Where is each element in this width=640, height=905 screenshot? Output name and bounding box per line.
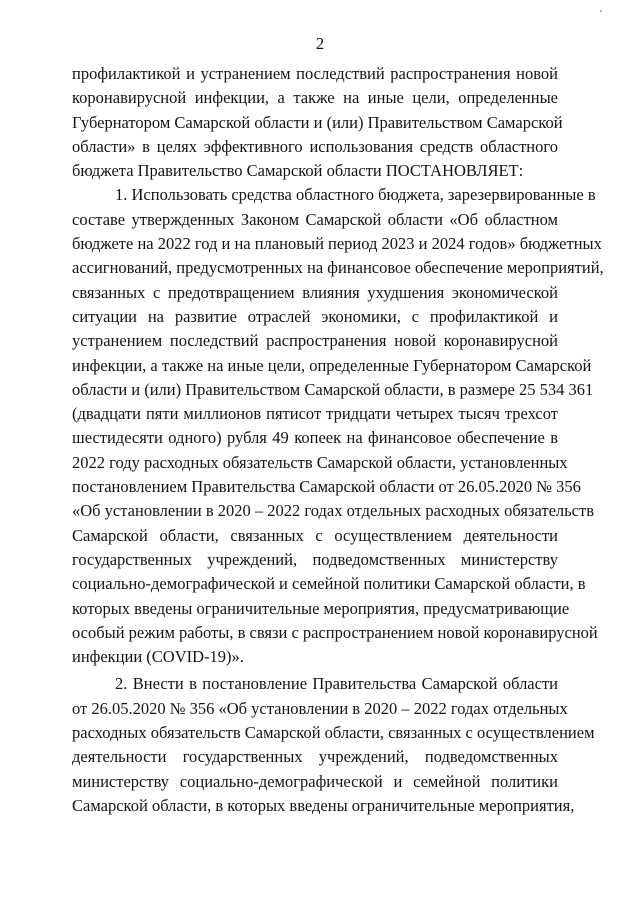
text-line: Губернатором Самарской области и (или) Правительством Самарской (72, 112, 563, 132)
text-line: ассигнований, предусмотренных на финансовое обеспечение мероприятий, (72, 258, 604, 278)
text-line: ситуации на развитие отраслей экономики, с профилактикой и (72, 306, 558, 326)
text-line: бюджете на 2022 год и на плановый период 2023 и 2024 годов» бюджетных (72, 234, 602, 254)
text-line: области» в целях эффективного использования средств областного (72, 136, 558, 156)
paragraph-item-1 (72, 183, 604, 669)
text-line: 1. Использовать средства областного бюджета, зарезервированные в (115, 185, 596, 205)
text-line: деятельности государственных учреждений, подведомственных (72, 747, 558, 767)
text-line: Самарской области, связанных с осуществлением деятельности (72, 525, 558, 545)
text-line: шестидесяти одного) рубля 49 копеек на финансовое обеспечение в (72, 428, 558, 448)
text-line: бюджета Правительство Самарской области ПОСТАНОВЛЯЕТ: (72, 161, 524, 181)
text-line: профилактикой и устранением последствий распространения новой (72, 64, 558, 83)
text-line: инфекции (COVID-19)». (72, 647, 244, 667)
paragraph-preamble (72, 62, 563, 183)
text-line: министерству социально-демографической и семейной политики (72, 771, 558, 791)
text-line: области и (или) Правительством Самарской области, в размере 25 534 361 (72, 379, 594, 399)
text-line: расходных обязательств Самарской области, связанных с осуществлением (72, 723, 595, 743)
text-line: государственных учреждений, подведомственных министерству (72, 549, 558, 569)
page-number: 2 (315, 34, 325, 53)
document-body (72, 62, 604, 818)
text-line: составе утвержденных Законом Самарской области «Об областном (72, 209, 558, 229)
text-line: инфекции, а также на иные цели, определенные Губернатором Самарской (72, 355, 592, 375)
text-line: связанных с предотвращением влияния ухудшения экономической (72, 282, 558, 302)
text-line: 2. Внести в постановление Правительства Самарской области (115, 674, 558, 694)
text-line: (двадцати пяти миллионов пятисот тридцати четырех тысяч трехсот (72, 404, 558, 424)
text-line: постановлением Правительства Самарской области от 26.05.2020 № 356 (72, 477, 581, 497)
text-line: коронавирусной инфекции, а также на иные цели, определенные (72, 88, 558, 108)
text-line: «Об установлении в 2020 – 2022 годах отдельных расходных обязательств (72, 501, 594, 521)
text-line: от 26.05.2020 № 356 «Об установлении в 2020 – 2022 годах отдельных (72, 698, 568, 718)
text-line: социально-демографической и семейной политики Самарской области, в (72, 574, 586, 594)
text-line: Самарской области, в которых введены ограничительные мероприятия, (72, 795, 575, 815)
paragraph-item-2 (72, 672, 595, 818)
text-line: устранением последствий распространения новой коронавирусной (72, 331, 558, 351)
text-line: которых введены ограничительные мероприятия, предусматривающие (72, 598, 570, 618)
text-line: особый режим работы, в связи с распространением новой коронавирусной (72, 622, 598, 642)
corner-mark: ' (600, 8, 602, 20)
text-line: 2022 году расходных обязательств Самарской области, установленных (72, 452, 568, 472)
